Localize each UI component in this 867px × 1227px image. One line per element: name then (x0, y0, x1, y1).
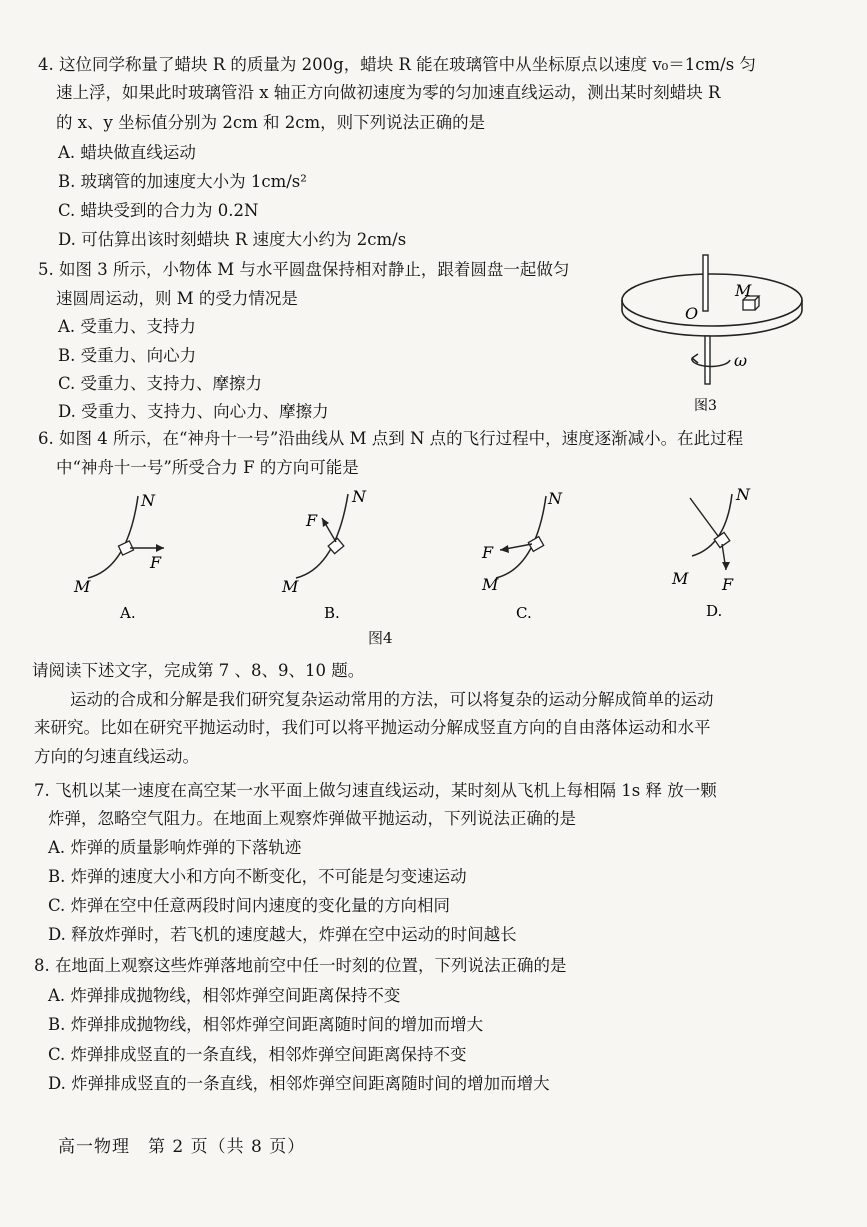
figure-4-caption: 图4 (368, 629, 393, 647)
disc-top (622, 274, 802, 326)
panel-d-n: N (736, 486, 750, 504)
axle-bottom (705, 336, 710, 384)
panel-d-m: M (672, 569, 689, 588)
panel-c-m: M (482, 575, 499, 594)
q7-option-b: B. 炸弹的速度大小和方向不断变化，不可能是匀变速运动 (48, 867, 467, 886)
panel-b-n: N (352, 487, 366, 506)
q6-stem-line-2: 中“神舟十一号”所受合力 F 的方向可能是 (56, 458, 359, 477)
q8-option-c: C. 炸弹排成竖直的一条直线，相邻炸弹空间距离保持不变 (48, 1045, 467, 1064)
q5-option-c: C. 受重力、支持力、摩擦力 (58, 374, 263, 393)
panel-c-n: N (548, 489, 562, 508)
q4-option-d: D. 可估算出该时刻蜡块 R 速度大小约为 2cm/s (58, 230, 407, 249)
q4-option-b: B. 玻璃管的加速度大小为 1cm/s² (58, 172, 307, 191)
q4-option-a: A. 蜡块做直线运动 (58, 143, 196, 162)
panel-a-option: A. (120, 604, 136, 622)
label-m: M (735, 281, 752, 300)
q7-stem-line-2: 炸弹，忽略空气阻力。在地面上观察炸弹做平抛运动，下列说法正确的是 (48, 809, 576, 828)
figure-4-panel-a (68, 486, 188, 626)
q6-stem-line-1: 6. 如图 4 所示，在“神舟十一号”沿曲线从 M 点到 N 点的飞行过程中，速度逐渐减小。在此过程 (38, 429, 744, 448)
figure-3-disc (612, 250, 812, 420)
figure-4-panel-d (668, 486, 788, 626)
label-omega: ω (734, 351, 748, 370)
panel-c-option: C. (516, 604, 532, 622)
figure-4-panel-b (276, 486, 396, 626)
figure-4-panel-c (476, 486, 596, 626)
panel-d-option: D. (706, 602, 723, 620)
panel-b-f: F (306, 511, 318, 530)
panel-a-n: N (141, 491, 155, 510)
q5-stem-line-2: 速圆周运动，则 M 的受力情况是 (56, 289, 298, 308)
panel-a-m: M (74, 577, 91, 596)
reading-passage-line-2: 来研究。比如在研究平抛运动时，我们可以将平抛运动分解成竖直方向的自由落体运动和水平 (34, 718, 711, 737)
reading-intro: 请阅读下述文字，完成第 7 、8、9、10 题。 (32, 661, 365, 680)
q4-stem-line-3: 的 x、y 坐标值分别为 2cm 和 2cm，则下列说法正确的是 (56, 113, 486, 132)
q7-option-a: A. 炸弹的质量影响炸弹的下落轨迹 (48, 838, 302, 857)
panel-c-f: F (482, 543, 494, 562)
q7-option-c: C. 炸弹在空中任意两段时间内速度的变化量的方向相同 (48, 896, 451, 915)
q7-stem-line-1: 7. 飞机以某一速度在高空某一水平面上做匀速直线运动，某时刻从飞机上每相隔 1s 释 放一颗 (34, 781, 717, 800)
q7-option-d: D. 释放炸弹时，若飞机的速度越大，炸弹在空中运动的时间越长 (48, 925, 517, 944)
q4-stem-line-2: 速上浮，如果此时玻璃管沿 x 轴正方向做初速度为零的匀加速直线运动，测出某时刻蜡块 R (56, 83, 721, 102)
q5-option-d: D. 受重力、支持力、向心力、摩擦力 (58, 402, 329, 421)
reading-passage-line-1: 运动的合成和分解是我们研究复杂运动常用的方法，可以将复杂的运动分解成简单的运动 (70, 690, 714, 709)
q5-option-a: A. 受重力、支持力 (58, 317, 196, 336)
reading-passage-line-3: 方向的匀速直线运动。 (34, 747, 199, 766)
q5-stem-line-1: 5. 如图 3 所示，小物体 M 与水平圆盘保持相对静止，跟着圆盘一起做匀 (38, 260, 570, 279)
page-footer: 高一物理 第 2 页（共 8 页） (58, 1137, 306, 1157)
q8-stem-line-1: 8. 在地面上观察这些炸弹落地前空中任一时刻的位置，下列说法正确的是 (34, 956, 567, 975)
axle-top (703, 255, 708, 311)
q8-option-b: B. 炸弹排成抛物线，相邻炸弹空间距离随时间的增加而增大 (48, 1015, 484, 1034)
panel-b-m: M (282, 577, 299, 596)
q8-option-d: D. 炸弹排成竖直的一条直线，相邻炸弹空间距离随时间的增加而增大 (48, 1074, 550, 1093)
panel-b-option: B. (324, 604, 340, 622)
q4-option-c: C. 蜡块受到的合力为 0.2N (58, 201, 259, 220)
figure-3-caption: 图3 (694, 398, 717, 414)
q5-option-b: B. 受重力、向心力 (58, 346, 197, 365)
q4-stem-line-1: 4. 这位同学称量了蜡块 R 的质量为 200g，蜡块 R 能在玻璃管中从坐标原点以速度 v₀＝1cm/s 匀 (38, 55, 756, 74)
q8-option-a: A. 炸弹排成抛物线，相邻炸弹空间距离保持不变 (48, 986, 401, 1005)
panel-a-f: F (150, 553, 162, 572)
label-o: O (685, 304, 699, 323)
panel-d-f: F (722, 575, 734, 594)
